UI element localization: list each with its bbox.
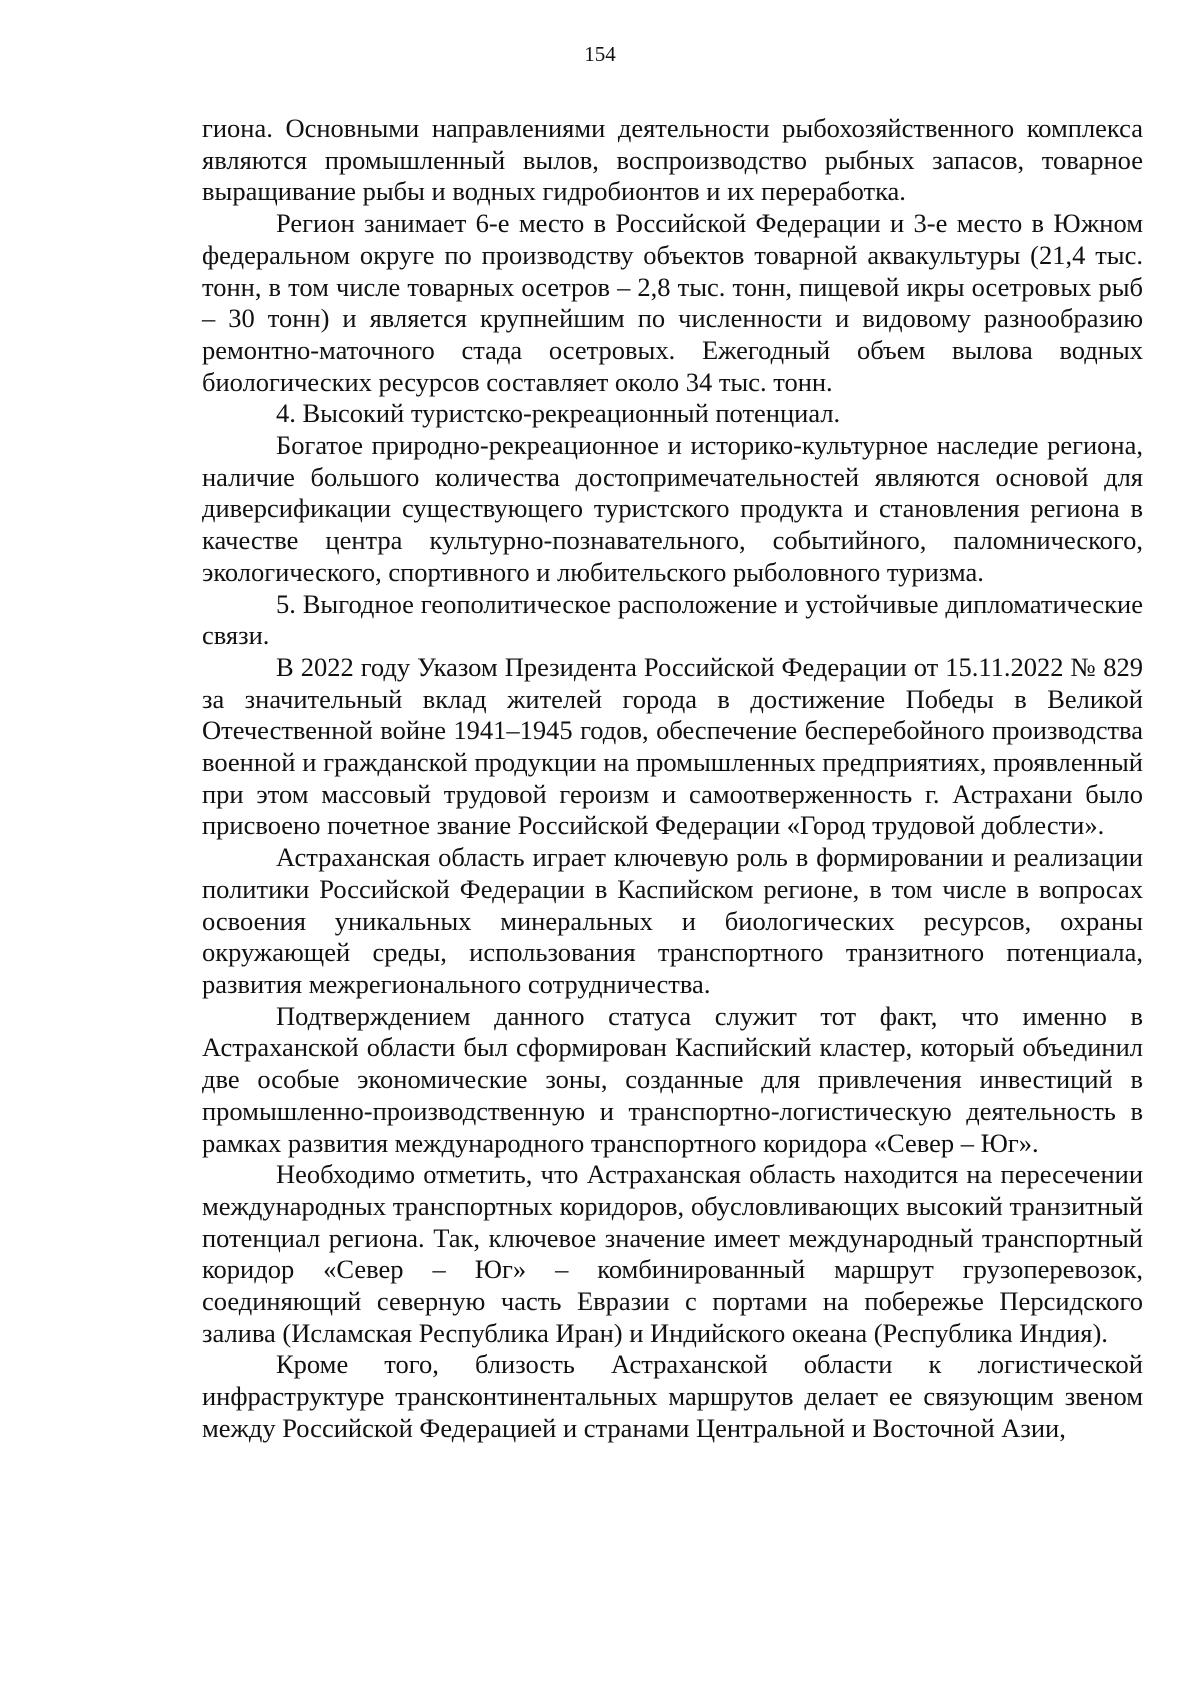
paragraph-caspian-role: Астраханская область играет ключевую роль в формировании и реализации политики Российской Федерации в Каспийском регионе, в том числе в вопросах освоения уникальных минеральных и биологических ресурсов, охраны окружающей среды, использования транспортного транзитного потенциала, развития межрегионального сотрудничества. [202,842,1143,999]
body-text [202,113,1143,1445]
paragraph-fisheries-continued: гиона. Основными направлениями деятельности рыбохозяйственного комплекса являются промышленный вылов, воспроизводство рыбных запасов, товарное выращивание рыбы и водных гидробионтов и их переработка. [202,113,1143,207]
paragraph-caspian-cluster: Подтверждением данного статуса служит тот факт, что именно в Астраханской области был сформирован Каспийский кластер, который объединил две особые экономические зоны, созданные для привлечения инвестиций в промышленно-производственную и транспортно-логистическую деятельность в рамках развития международного транспортного коридора «Север – Юг». [202,1000,1143,1158]
paragraph-tourism: Богатое природно-рекреационное и историко-культурное наследие региона, наличие большого количества достопримечательностей являются основой для диверсификации существующего туристского продукта и становления региона в качестве центра культурно-познавательного, событийного, паломнического, экологического, спортивного и любительского рыболовного туризма. [202,430,1143,587]
paragraph-aquaculture: Регион занимает 6-е место в Российской Федерации и 3-е место в Южном федеральном округе по производству объектов товарной аквакультуры (21,4 тыс. тонн, в том числе товарных осетров – 2,8 тыс. тонн, пищевой икры осетровых рыб – 30 тонн) и является крупнейшим по численности и видовому разнообразию ремонтно-маточного стада осетровых. Ежегодный объем вылова водных биологических ресурсов составляет около 34 тыс. тонн. [202,208,1143,397]
paragraph-transport-corridors: Необходимо отметить, что Астраханская область находится на пересечении международных транспортных коридоров, обусловливающих высокий транзитный потенциал региона. Так, ключевое значение имеет международный транспортный коридор «Север – Юг» – комбинированный маршрут грузоперевозок, соединяющий северную часть Евразии с портами на побережье Персидского залива (Исламская Республика Иран) и Индийского океана (Республика Индия). [202,1159,1143,1348]
paragraph-logistics: Кроме того, близость Астраханской области к логистической инфраструктуре трансконтинентальных маршрутов делает ее связующим звеном между Российской Федерацией и странами Центральной и Восточной Азии, [202,1349,1143,1443]
paragraph-tourism-heading: 4. Высокий туристско-рекреационный потенциал. [276,398,841,429]
paragraph-geopolitics-heading: 5. Выгодное геополитическое расположение и устойчивые дипломатические связи. [202,588,1143,651]
page-number: 154 [584,42,616,66]
paragraph-labor-valor: В 2022 году Указом Президента Российской Федерации от 15.11.2022 № 829 за значительный вклад жителей города в достижение Победы в Великой Отечественной войне 1941–1945 годов, обеспечение бесперебойного производства военной и гражданской продукции на промышленных предприятиях, проявленный при этом массовый трудовой героизм и самоотверженность г. Астрахани было присвоено почетное звание Российской Федерации «Город трудовой доблести». [202,651,1143,841]
